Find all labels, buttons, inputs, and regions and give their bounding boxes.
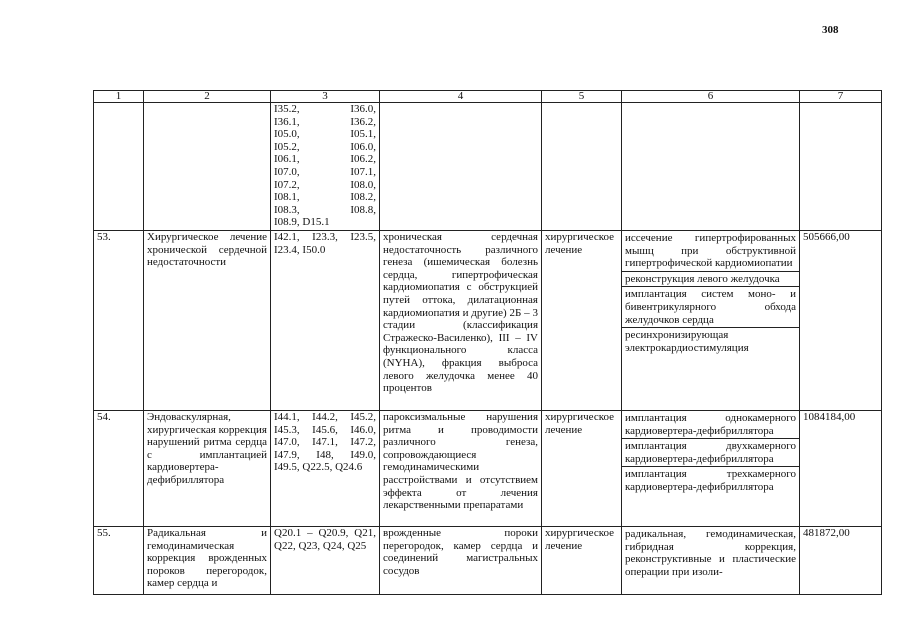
method-item: иссечение гипертрофированных мышц при обструктивной гипертрофической кардиомиопатии (622, 231, 799, 272)
row-number: 53. (94, 231, 144, 411)
method-item: радикальная, гемодинамическая, гибридная коррекция, реконструктивные и пластические операции при изоли- (625, 528, 796, 578)
page-number: 308 (822, 24, 839, 36)
treatment-type: хирургическое лечение (542, 527, 622, 595)
code-pair: I36.1, I36.2, (274, 115, 376, 128)
cell-empty (380, 103, 542, 231)
treatment-methods (622, 527, 800, 595)
method-item: ресинхронизирующая электрокардиостимуляция (625, 329, 749, 354)
method-item: имплантация двухкамерного кардиовертера-дефибриллятора (622, 439, 799, 467)
code-pair: I08.9, D15.1 (274, 216, 330, 229)
cell-empty (800, 103, 882, 231)
patient-model: врожденные пороки перегородок, камер сердца и соединений магистральных сосудов (380, 527, 542, 595)
cost-value: 1084184,00 (800, 411, 882, 527)
cell-empty (622, 103, 800, 231)
icd-codes: Q20.1 – Q20.9, Q21, Q22, Q23, Q24, Q25 (271, 527, 380, 595)
service-name: Хирургическое лечение хронической сердечной недостаточности (144, 231, 271, 411)
cell-empty (94, 103, 144, 231)
header-cell: 1 (94, 91, 144, 103)
cost-value: 505666,00 (800, 231, 882, 411)
icd-codes: I42.1, I23.3, I23.5, I23.4, I50.0 (271, 231, 380, 411)
cost-value: 481872,00 (800, 527, 882, 595)
service-name: Радикальная и гемодинамическая коррекция врожденных пороков перегородок, камер сердца и (144, 527, 271, 595)
method-item: имплантация систем моно- и бивентрикулярного обхода желудочков сердца (622, 287, 799, 328)
header-cell: 5 (542, 91, 622, 103)
code-pair: I35.2, I36.0, (274, 103, 376, 115)
treatment-methods (622, 231, 800, 411)
header-cell: 2 (144, 91, 271, 103)
table-row (94, 411, 882, 527)
cell-empty (542, 103, 622, 231)
row-number: 54. (94, 411, 144, 527)
header-cell: 6 (622, 91, 800, 103)
header-cell: 7 (800, 91, 882, 103)
header-cell: 4 (380, 91, 542, 103)
column-number-row (94, 91, 882, 103)
cell-empty (144, 103, 271, 231)
code-pair: I05.0, I05.1, (274, 128, 376, 141)
services-table (93, 90, 882, 595)
header-cell: 3 (271, 91, 380, 103)
table-row (94, 231, 882, 411)
service-name: Эндоваскулярная, хирургическая коррекция нарушений ритма сердца с имплантацией кардиовертера-дефибриллятора (144, 411, 271, 527)
continuation-codes (271, 103, 380, 231)
row-number: 55. (94, 527, 144, 595)
treatment-type: хирургическое лечение (542, 231, 622, 411)
table-row (94, 527, 882, 595)
code-pair: I08.3, I08.8, (274, 203, 376, 216)
patient-model: хроническая сердечная недостаточность различного генеза (ишемическая болезнь сердца, гипертрофическая кардиомиопатия с обструкцией путей оттока, дилатационная кардиомиопатия и другие) 2Б – 3 стадии (классификация Стражеско-Василенко), III – IV функционального класса (NYHA), фракция выброса левого желудочка менее 40 процентов (380, 231, 542, 411)
treatment-methods (622, 411, 800, 527)
method-item: имплантация однокамерного кардиовертера-дефибриллятора (622, 411, 799, 439)
method-item: реконструкция левого желудочка (622, 272, 799, 288)
code-pair: I07.0, I07.1, (274, 165, 376, 178)
method-item: имплантация трехкамерного кардиовертера-дефибриллятора (625, 468, 796, 493)
continuation-row (94, 103, 882, 231)
code-pair: I08.1, I08.2, (274, 191, 376, 204)
code-pair: I06.1, I06.2, (274, 153, 376, 166)
code-pair: I05.2, I06.0, (274, 140, 376, 153)
patient-model: пароксизмальные нарушения ритма и проводимости различного генеза, сопровождающиеся гемодинамическими расстройствами и отсутствием эффекта от лечения лекарственными препаратами (380, 411, 542, 527)
code-pair: I07.2, I08.0, (274, 178, 376, 191)
icd-codes: I44.1, I44.2, I45.2, I45.3, I45.6, I46.0, I47.0, I47.1, I47.2, I47.9, I48, I49.0, I49.5, Q22.5, Q24.6 (271, 411, 380, 527)
treatment-type: хирургическое лечение (542, 411, 622, 527)
